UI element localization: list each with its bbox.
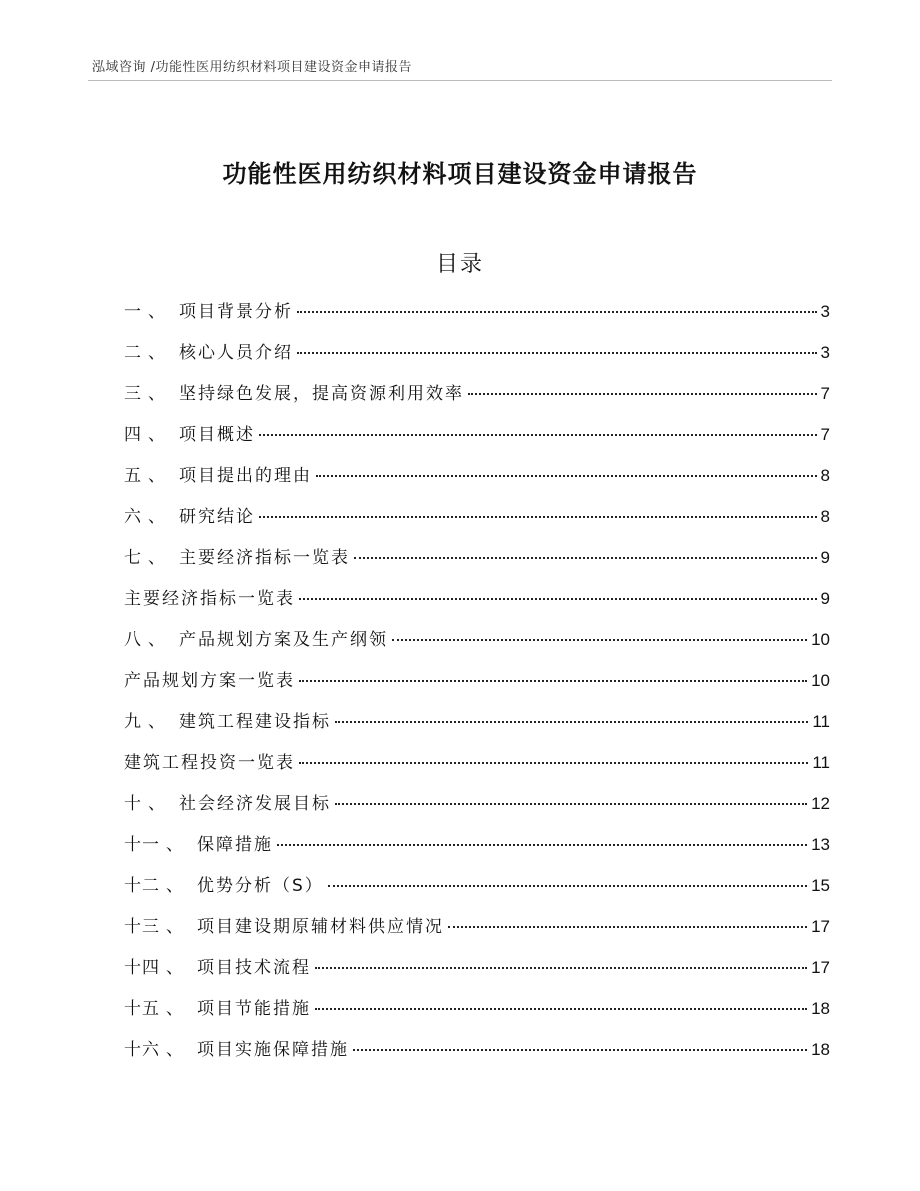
toc-entry[interactable] (124, 625, 830, 666)
toc-entry-label: 建筑工程建设指标 (179, 712, 331, 732)
document-title: 功能性医用纺织材料项目建设资金申请报告 (222, 160, 698, 188)
toc-entry[interactable] (124, 789, 830, 830)
toc-dot-leader (448, 926, 807, 928)
toc-entry[interactable] (124, 584, 830, 625)
toc-entry-number: 十一 (124, 835, 160, 855)
toc-dot-leader (299, 762, 808, 764)
toc-page-number: 18 (811, 1040, 830, 1059)
toc-entry-number: 一 (124, 302, 142, 322)
toc-entry[interactable] (124, 461, 830, 502)
toc-entry-separator: 、 (148, 302, 165, 322)
toc-entry-separator: 、 (148, 794, 165, 814)
toc-entry[interactable] (124, 707, 830, 748)
toc-entry-separator: 、 (166, 958, 183, 978)
toc-entry[interactable] (124, 502, 830, 543)
toc-entry-label: 项目节能措施 (197, 999, 311, 1019)
toc-entry[interactable] (124, 543, 830, 584)
toc-entry[interactable] (124, 748, 830, 789)
table-of-contents (124, 297, 830, 1076)
toc-dot-leader (277, 844, 807, 846)
toc-entry-label: 项目技术流程 (197, 958, 311, 978)
toc-dot-leader (297, 311, 817, 313)
toc-entry-number: 二 (124, 343, 142, 363)
toc-entry-label: 优势分析（S） (197, 876, 324, 896)
toc-entry-label: 核心人员介绍 (179, 343, 293, 363)
toc-page-number: 13 (811, 835, 830, 854)
toc-entry-label: 保障措施 (197, 835, 273, 855)
toc-entry-separator: 、 (166, 999, 183, 1019)
toc-dot-leader (315, 967, 807, 969)
toc-entry-label: 项目实施保障措施 (197, 1040, 349, 1060)
toc-dot-leader (468, 393, 817, 395)
toc-entry-label: 研究结论 (179, 507, 255, 527)
toc-entry-separator: 、 (148, 384, 165, 404)
toc-entry-separator: 、 (148, 630, 165, 650)
toc-entry[interactable] (124, 994, 830, 1035)
toc-entry-label: 项目提出的理由 (179, 466, 312, 486)
toc-entry-label: 坚持绿色发展，提高资源利用效率 (179, 384, 464, 404)
toc-dot-leader (335, 721, 808, 723)
toc-page-number: 15 (811, 876, 830, 895)
toc-entry-separator: 、 (148, 712, 165, 732)
toc-dot-leader (299, 598, 817, 600)
toc-entry-label: 项目背景分析 (179, 302, 293, 322)
toc-dot-leader (328, 885, 807, 887)
toc-entry-number: 十六 (124, 1040, 160, 1060)
toc-dot-leader (259, 516, 817, 518)
toc-page-number: 8 (820, 466, 830, 485)
toc-dot-leader (316, 475, 817, 477)
toc-entry[interactable] (124, 420, 830, 461)
toc-entry[interactable] (124, 297, 830, 338)
toc-page-number: 17 (811, 958, 830, 977)
toc-dot-leader (297, 352, 817, 354)
toc-entry[interactable] (124, 871, 830, 912)
toc-entry-separator: 、 (148, 507, 165, 527)
toc-dot-leader (354, 557, 817, 559)
toc-dot-leader (259, 434, 817, 436)
toc-dot-leader (299, 680, 807, 682)
toc-entry-label: 项目建设期原辅材料供应情况 (197, 917, 444, 937)
toc-entry-label: 产品规划方案一览表 (124, 671, 295, 691)
toc-entry-separator: 、 (166, 876, 183, 896)
toc-page-number: 9 (820, 589, 830, 608)
toc-heading: 目录 (435, 252, 484, 277)
toc-entry-number: 八 (124, 630, 142, 650)
toc-page-number: 7 (820, 425, 830, 444)
toc-entry-number: 四 (124, 425, 142, 445)
toc-dot-leader (315, 1008, 807, 1010)
toc-entry-label: 建筑工程投资一览表 (124, 753, 295, 773)
toc-entry-label: 主要经济指标一览表 (124, 589, 295, 609)
toc-entry-separator: 、 (148, 548, 165, 568)
toc-page-number: 9 (820, 548, 830, 567)
running-header: 泓域咨询 /功能性医用纺织材料项目建设资金申请报告 (92, 60, 413, 75)
toc-dot-leader (392, 639, 807, 641)
toc-entry-label: 主要经济指标一览表 (179, 548, 350, 568)
toc-entry[interactable] (124, 912, 830, 953)
toc-entry[interactable] (124, 379, 830, 420)
toc-entry-number: 九 (124, 712, 142, 732)
toc-entry-separator: 、 (166, 835, 183, 855)
toc-page-number: 8 (820, 507, 830, 526)
toc-entry-separator: 、 (148, 343, 165, 363)
toc-entry-number: 六 (124, 507, 142, 527)
toc-page-number: 12 (811, 794, 830, 813)
toc-page-number: 3 (820, 343, 830, 362)
toc-entry-number: 十二 (124, 876, 160, 896)
toc-dot-leader (335, 803, 807, 805)
toc-page-number: 17 (811, 917, 830, 936)
toc-entry-number: 五 (124, 466, 142, 486)
toc-entry-label: 项目概述 (179, 425, 255, 445)
toc-entry-number: 十五 (124, 999, 160, 1019)
toc-entry-separator: 、 (166, 1040, 183, 1060)
toc-entry[interactable] (124, 953, 830, 994)
toc-entry-number: 十 (124, 794, 142, 814)
header-divider (88, 80, 832, 81)
toc-entry[interactable] (124, 1035, 830, 1076)
toc-entry-separator: 、 (148, 425, 165, 445)
toc-entry-number: 七 (124, 548, 142, 568)
toc-entry[interactable] (124, 338, 830, 379)
toc-entry[interactable] (124, 830, 830, 871)
toc-entry-separator: 、 (166, 917, 183, 937)
toc-page-number: 7 (820, 384, 830, 403)
toc-dot-leader (353, 1049, 807, 1051)
toc-entry-label: 产品规划方案及生产纲领 (179, 630, 388, 650)
toc-page-number: 11 (812, 753, 830, 772)
toc-entry-number: 十三 (124, 917, 160, 937)
toc-entry-number: 十四 (124, 958, 160, 978)
toc-page-number: 10 (811, 630, 830, 649)
toc-entry-separator: 、 (148, 466, 165, 486)
toc-page-number: 18 (811, 999, 830, 1018)
toc-page-number: 3 (820, 302, 830, 321)
toc-page-number: 10 (811, 671, 830, 690)
toc-entry-number: 三 (124, 384, 142, 404)
toc-entry-label: 社会经济发展目标 (179, 794, 331, 814)
toc-page-number: 11 (812, 712, 830, 731)
toc-entry[interactable] (124, 666, 830, 707)
